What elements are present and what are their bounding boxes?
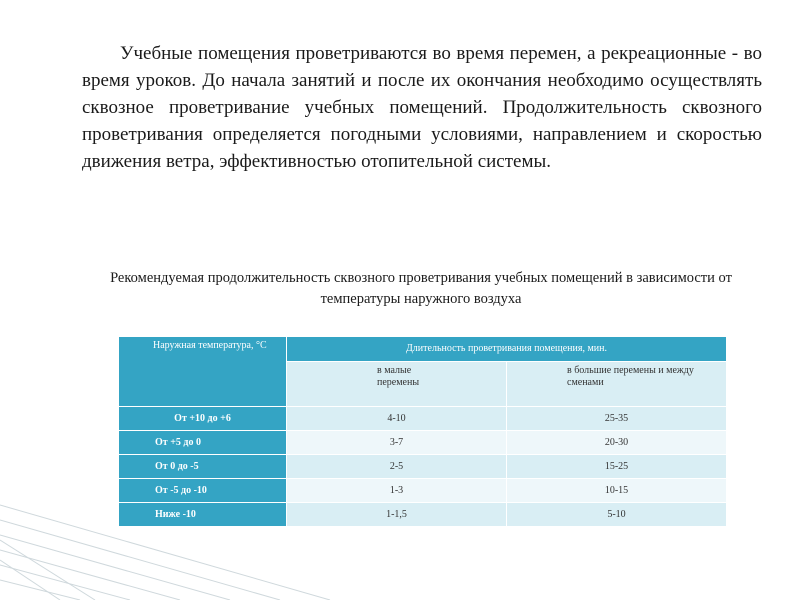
row-small-value: 2-5 bbox=[287, 455, 507, 479]
row-big-value: 15-25 bbox=[507, 455, 727, 479]
subheader-big-breaks: в большие перемены и между сменами bbox=[507, 362, 727, 407]
header-outdoor-temperature: Наружная температура, °С bbox=[119, 337, 287, 407]
row-big-value: 20-30 bbox=[507, 431, 727, 455]
row-big-value: 25-35 bbox=[507, 407, 727, 431]
row-small-value: 1-1,5 bbox=[287, 503, 507, 527]
ventilation-table bbox=[118, 336, 727, 527]
table-header-row bbox=[119, 337, 727, 362]
table-row bbox=[119, 407, 727, 431]
table-row bbox=[119, 455, 727, 479]
row-range: От +5 до 0 bbox=[119, 431, 287, 455]
main-paragraph: Учебные помещения проветриваются во время перемен, а рекреационные - во время уроков. До начала занятий и после их окончания необходимо осуществлять сквозное проветривание учебных помещений. Продолжительность сквозного проветривания определяется погодными условиями, направлением и скоростью движения ветра, эффективностью отопительной системы. bbox=[82, 43, 762, 172]
subheader-small-breaks: в малые перемены bbox=[287, 362, 507, 407]
row-range: От +10 до +6 bbox=[119, 407, 287, 431]
table-row bbox=[119, 479, 727, 503]
row-range: От -5 до -10 bbox=[119, 479, 287, 503]
table-caption: Рекомендуемая продолжительность сквозного проветривания учебных помещений в зависимости от температуры наружного воздуха bbox=[110, 270, 732, 307]
row-small-value: 1-3 bbox=[287, 479, 507, 503]
table-row bbox=[119, 431, 727, 455]
row-small-value: 3-7 bbox=[287, 431, 507, 455]
row-range: Ниже -10 bbox=[119, 503, 287, 527]
row-big-value: 10-15 bbox=[507, 479, 727, 503]
header-ventilation-duration: Длительность проветривания помещения, мин. bbox=[287, 337, 727, 362]
row-big-value: 5-10 bbox=[507, 503, 727, 527]
row-small-value: 4-10 bbox=[287, 407, 507, 431]
table-row bbox=[119, 503, 727, 527]
row-range: От 0 до -5 bbox=[119, 455, 287, 479]
